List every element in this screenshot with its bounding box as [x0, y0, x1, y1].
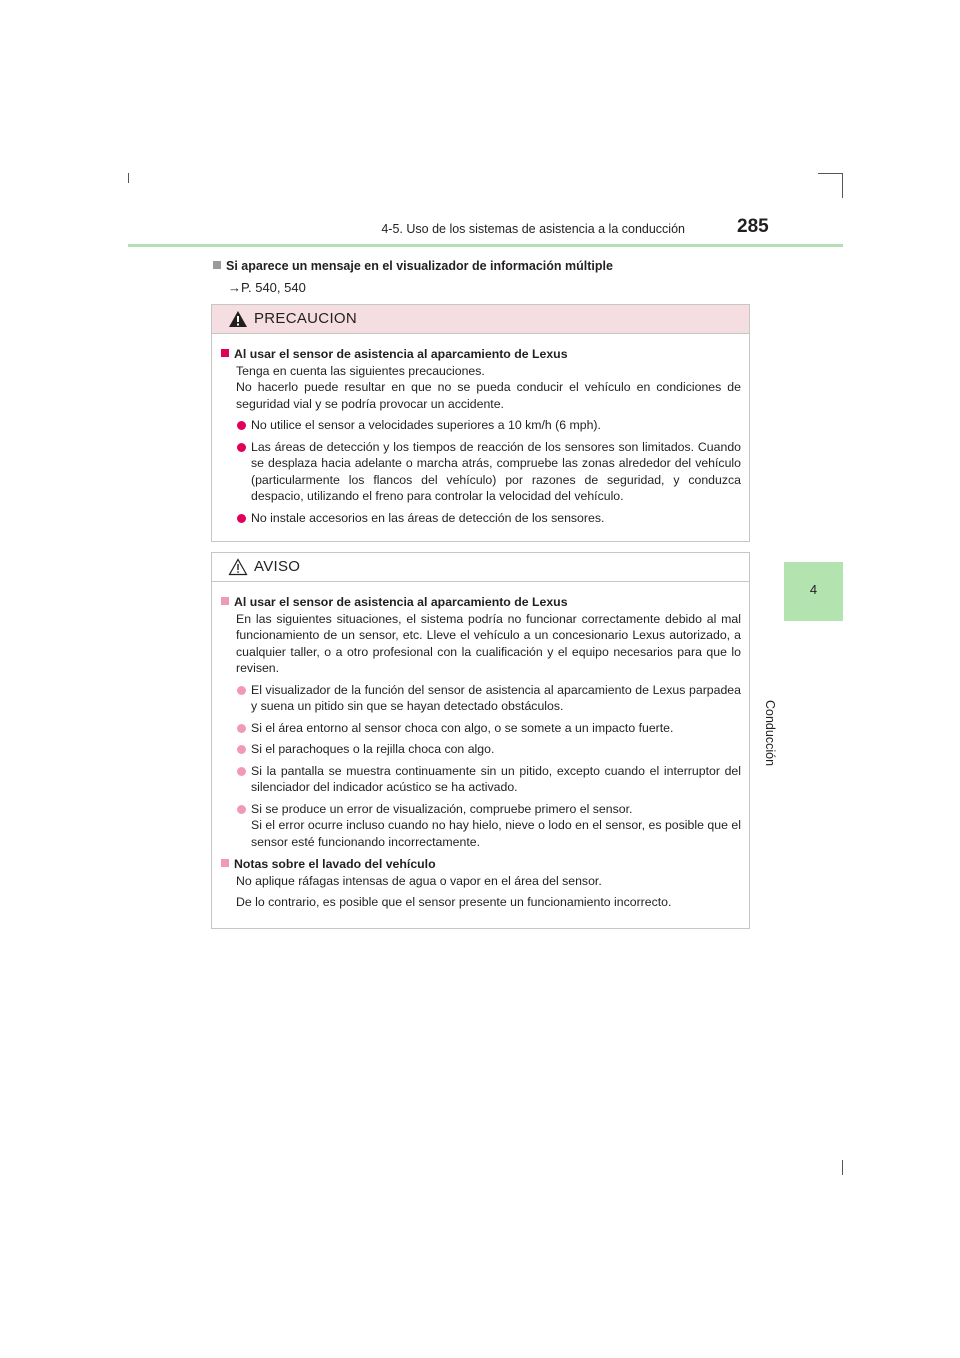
notice-paragraph: No aplique ráfagas intensas de agua o vapor en el área del sensor.: [236, 873, 602, 888]
caution-title: PRECAUCION: [254, 310, 358, 327]
notice-bullet-continuation: Si el error ocurre incluso cuando no hay hielo, nieve o lodo en el sensor, es posible que el sensor esté funcionando incorrectamente.: [251, 818, 741, 849]
square-bullet-icon: [221, 349, 229, 357]
crop-mark: [842, 1160, 843, 1175]
square-bullet-icon: [221, 859, 229, 867]
bullet-dot-icon: [237, 686, 246, 695]
notice-bullet: El visualizador de la función del sensor de asistencia al aparcamiento de Lexus parpadea y suena un pitido sin que se hayan detectado obstáculos.: [221, 682, 741, 715]
crop-mark: [818, 173, 842, 174]
notice-bullet: Si la pantalla se muestra continuamente sin un pitido, excepto cuando el interruptor del silenciador del indicador acústico se ha activado.: [221, 763, 741, 796]
crop-mark: [128, 173, 129, 183]
bullet-dot-icon: [237, 421, 246, 430]
notice-bullet: Si se produce un error de visualización, compruebe primero el sensor. Si el error ocurre incluso cuando no hay hielo, nieve o lodo en el sensor, es posible que el sensor esté funcionando incorrectamente.: [221, 801, 741, 851]
chapter-label: Conducción: [763, 700, 777, 767]
section-title: 4-5. Uso de los sistemas de asistencia a la conducción: [381, 222, 685, 236]
caution-bullet: Las áreas de detección y los tiempos de reacción de los sensores son limitados. Cuando se desplaza hacia adelante o marcha atrás, compruebe las zonas alrededor del vehículo (particularmente los flancos del vehículo) por razones de seguridad, y conduzca despacio, utilizando el freno para controlar la velocidad del vehículo.: [221, 439, 741, 505]
caution-header: [212, 305, 749, 334]
notice-bullet: Si el parachoques o la rejilla choca con algo.: [221, 741, 741, 758]
warning-triangle-icon: [228, 310, 248, 328]
bullet-dot-icon: [237, 443, 246, 452]
chapter-number: 4: [809, 582, 818, 597]
square-bullet-icon: [221, 597, 229, 605]
notice-heading: Notas sobre el lavado del vehículo: [221, 856, 741, 873]
square-bullet-icon: [213, 261, 221, 269]
intro-heading: Si aparece un mensaje en el visualizador de información múltiple: [213, 257, 773, 276]
bullet-dot-icon: [237, 724, 246, 733]
notice-paragraph: De lo contrario, es posible que el sensor presente un funcionamiento incorrecto.: [236, 895, 672, 909]
bullet-dot-icon: [237, 745, 246, 754]
header-rule: [128, 244, 843, 247]
intro-section: [213, 257, 773, 297]
caution-box: [211, 304, 750, 542]
page-number: 285: [737, 216, 769, 237]
caution-bullet: No utilice el sensor a velocidades superiores a 10 km/h (6 mph).: [221, 417, 741, 434]
caution-paragraph: No hacerlo puede resultar en que no se pueda conducir el vehículo en condiciones de seguridad vial y se podría provocar un accidente.: [236, 380, 741, 411]
notice-bullet: Si el área entorno al sensor choca con algo, o se somete a un impacto fuerte.: [221, 720, 741, 737]
caution-paragraph: Tenga en cuenta las siguientes precauciones.: [236, 363, 485, 378]
caution-bullet: No instale accesorios en las áreas de detección de los sensores.: [221, 510, 741, 527]
notice-triangle-icon: [228, 558, 248, 576]
notice-heading: Al usar el sensor de asistencia al aparcamiento de Lexus: [221, 594, 741, 611]
notice-paragraph: En las siguientes situaciones, el sistema podría no funcionar correctamente debido al mal funcionamiento de un sensor, etc. Lleve el vehículo a un concesionario Lexus autorizado, a cualquier taller, o a otro profesional con la cualificación y el equipo necesarios para que lo revisen.: [236, 611, 741, 675]
notice-title: AVISO: [254, 558, 301, 575]
notice-box: [211, 552, 750, 929]
caution-heading: Al usar el sensor de asistencia al aparcamiento de Lexus: [221, 346, 741, 363]
chapter-tab[interactable]: [784, 562, 843, 621]
bullet-dot-icon: [237, 805, 246, 814]
crop-mark: [842, 173, 843, 198]
bullet-dot-icon: [237, 767, 246, 776]
bullet-dot-icon: [237, 514, 246, 523]
notice-header: [212, 553, 749, 582]
page-reference-link[interactable]: →P. 540, 540: [228, 280, 306, 295]
